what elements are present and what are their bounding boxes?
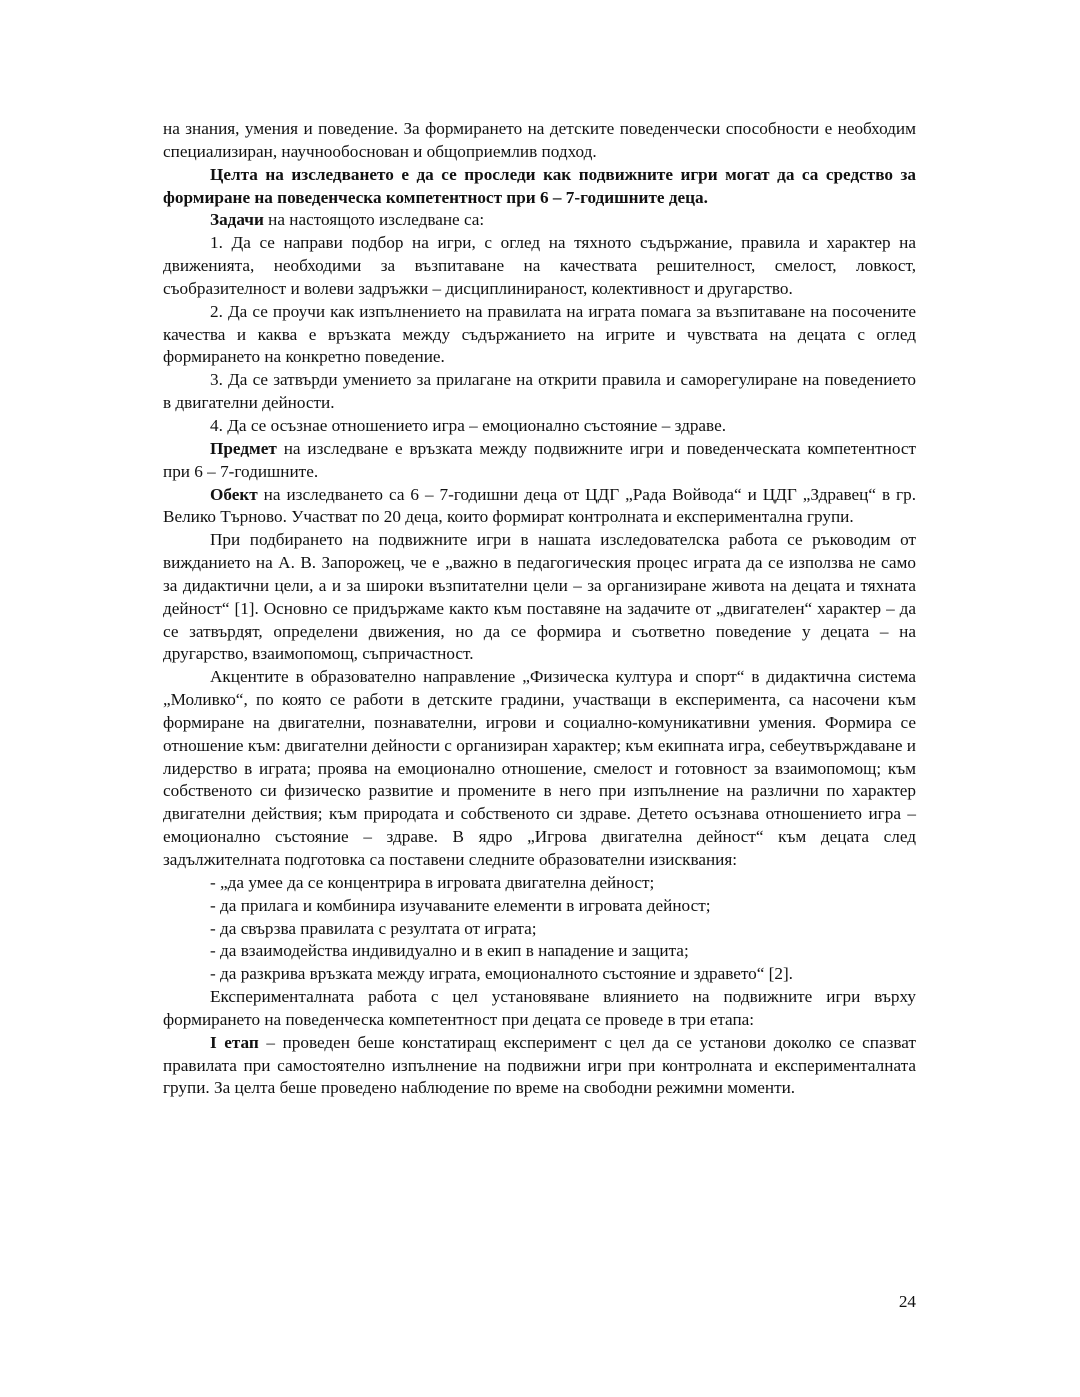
stage-text: – проведен беше констатиращ експеримент с цел да се установи доколко се спазват правилата при самостоятелно изпълнение на подвижни игри при контролната и експерименталната групи. За целта беше проведено наблюдение по време на свободни режимни моменти. [163, 1032, 916, 1098]
paragraph-tasks-heading [163, 209, 916, 232]
subject-label: Предмет [210, 438, 277, 458]
object-text: на изследването са 6 – 7-годишни деца от ЦДГ „Рада Войвода“ и ЦДГ „Здравец“ в гр. Велико Търново. Участват по 20 деца, които формират контролната и експериментална групи. [163, 484, 916, 527]
paragraph-game-selection: При подбирането на подвижните игри в нашата изследователска работа се ръководим от вижданието на А. В. Запорожец, че е „важно в педагогическия процес играта да се използва не само за дидактични цели, а и за широки възпитателни цели – за организиране живота на децата и тяхната дейност“ [1]. Основно се придържаме както към поставяне на задачите от „двигателен“ характер – да се затвърдят, определени движения, но да се формира и съответно поведение у децата – на другарство, взаимопомощ, съпричастност. [163, 530, 916, 664]
tasks-heading-text: на настоящото изследване са: [263, 210, 485, 230]
page-number: 24 [898, 1292, 916, 1311]
paragraph-experiment: Експерименталната работа с цел установяване влиянието на подвижните игри върху формирането на поведенческа компетентност при децата се проведе в три етапа: [163, 987, 916, 1029]
paragraph-subject [163, 438, 916, 484]
list-item: - да разкрива връзката между играта, емоционалното състояние и здравето“ [2]. [210, 964, 793, 984]
stage-label: I етап [210, 1032, 259, 1052]
task-item-2: 2. Да се проучи как изпълнението на правилата на играта помага за възпитаване на посочените качества и каква е връзката между съдържанието на игрите и чувствата на децата с оглед формирането на конкретно поведение. [163, 301, 916, 367]
paragraph-research-goal [163, 164, 916, 210]
list-item: - да прилага и комбинира изучаваните елементи в игровата дейност; [210, 895, 711, 915]
list-item: - да взаимодейства индивидуално и в екип в нападение и защита; [210, 941, 689, 961]
paragraph-object [163, 484, 916, 530]
task-item-1: 1. Да се направи подбор на игри, с оглед на тяхното съдържание, правила и характер на движенията, необходими за възпитаване на качествата решителност, смелост, ловкост, съобразителност и волеви задръжки – дисциплинираност, колективност и другарство. [163, 233, 916, 298]
list-item: - „да умее да се концентрира в игровата двигателна дейност; [210, 872, 655, 892]
task-item-3: 3. Да се затвърди умението за прилагане на открити правила и саморегулиране на поведението в двигателни дейности. [163, 370, 916, 413]
list-item: - да свързва правилата с резултата от играта; [210, 918, 537, 938]
object-label: Обект [210, 484, 258, 504]
paragraph-intro: на знания, умения и поведение. За формирането на детските поведенчески способности е необходим специализиран, научнообоснован и общоприемлив подход. [163, 119, 916, 161]
tasks-label: Задачи [210, 210, 264, 230]
task-item-4: 4. Да се осъзнае отношението игра – емоционално състояние – здраве. [210, 415, 727, 435]
paragraph-accents: Акцентите в образователно направление „Физическа култура и спорт“ в дидактична система „Моливко“, по която се работи в детските градини, участващи в експеримента, са насочени към формиране на двигателни, познавателни, игрови и социално-комуникативни умения. Формира се отношение към: двигателни дейности с организиран характер; към екипната игра, себеутвърждаване и лидерство в играта; проява на емоционално отношение, смелост и готовност за взаимопомощ; към собственото си физическо развитие и промените в него при изпълнение на различни по характер двигателни действия; към природата и собственото си здраве. Детето осъзнава отношението игра – емоционално състояние – здраве. В ядро „Игрова двигателна дейност“ към децата след задължителната подготовка са поставени следните образователни изисквания: [163, 667, 916, 869]
subject-text: на изследване е връзката между подвижните игри и поведенческата компетентност при 6 – 7-годишните. [163, 438, 916, 481]
research-goal-text: Целта на изследването е да се проследи как подвижните игри могат да са средство за формиране на поведенческа компетентност при 6 – 7-годишните деца. [163, 164, 916, 207]
paragraph-stage-one [163, 1032, 916, 1101]
document-page [163, 118, 916, 1100]
